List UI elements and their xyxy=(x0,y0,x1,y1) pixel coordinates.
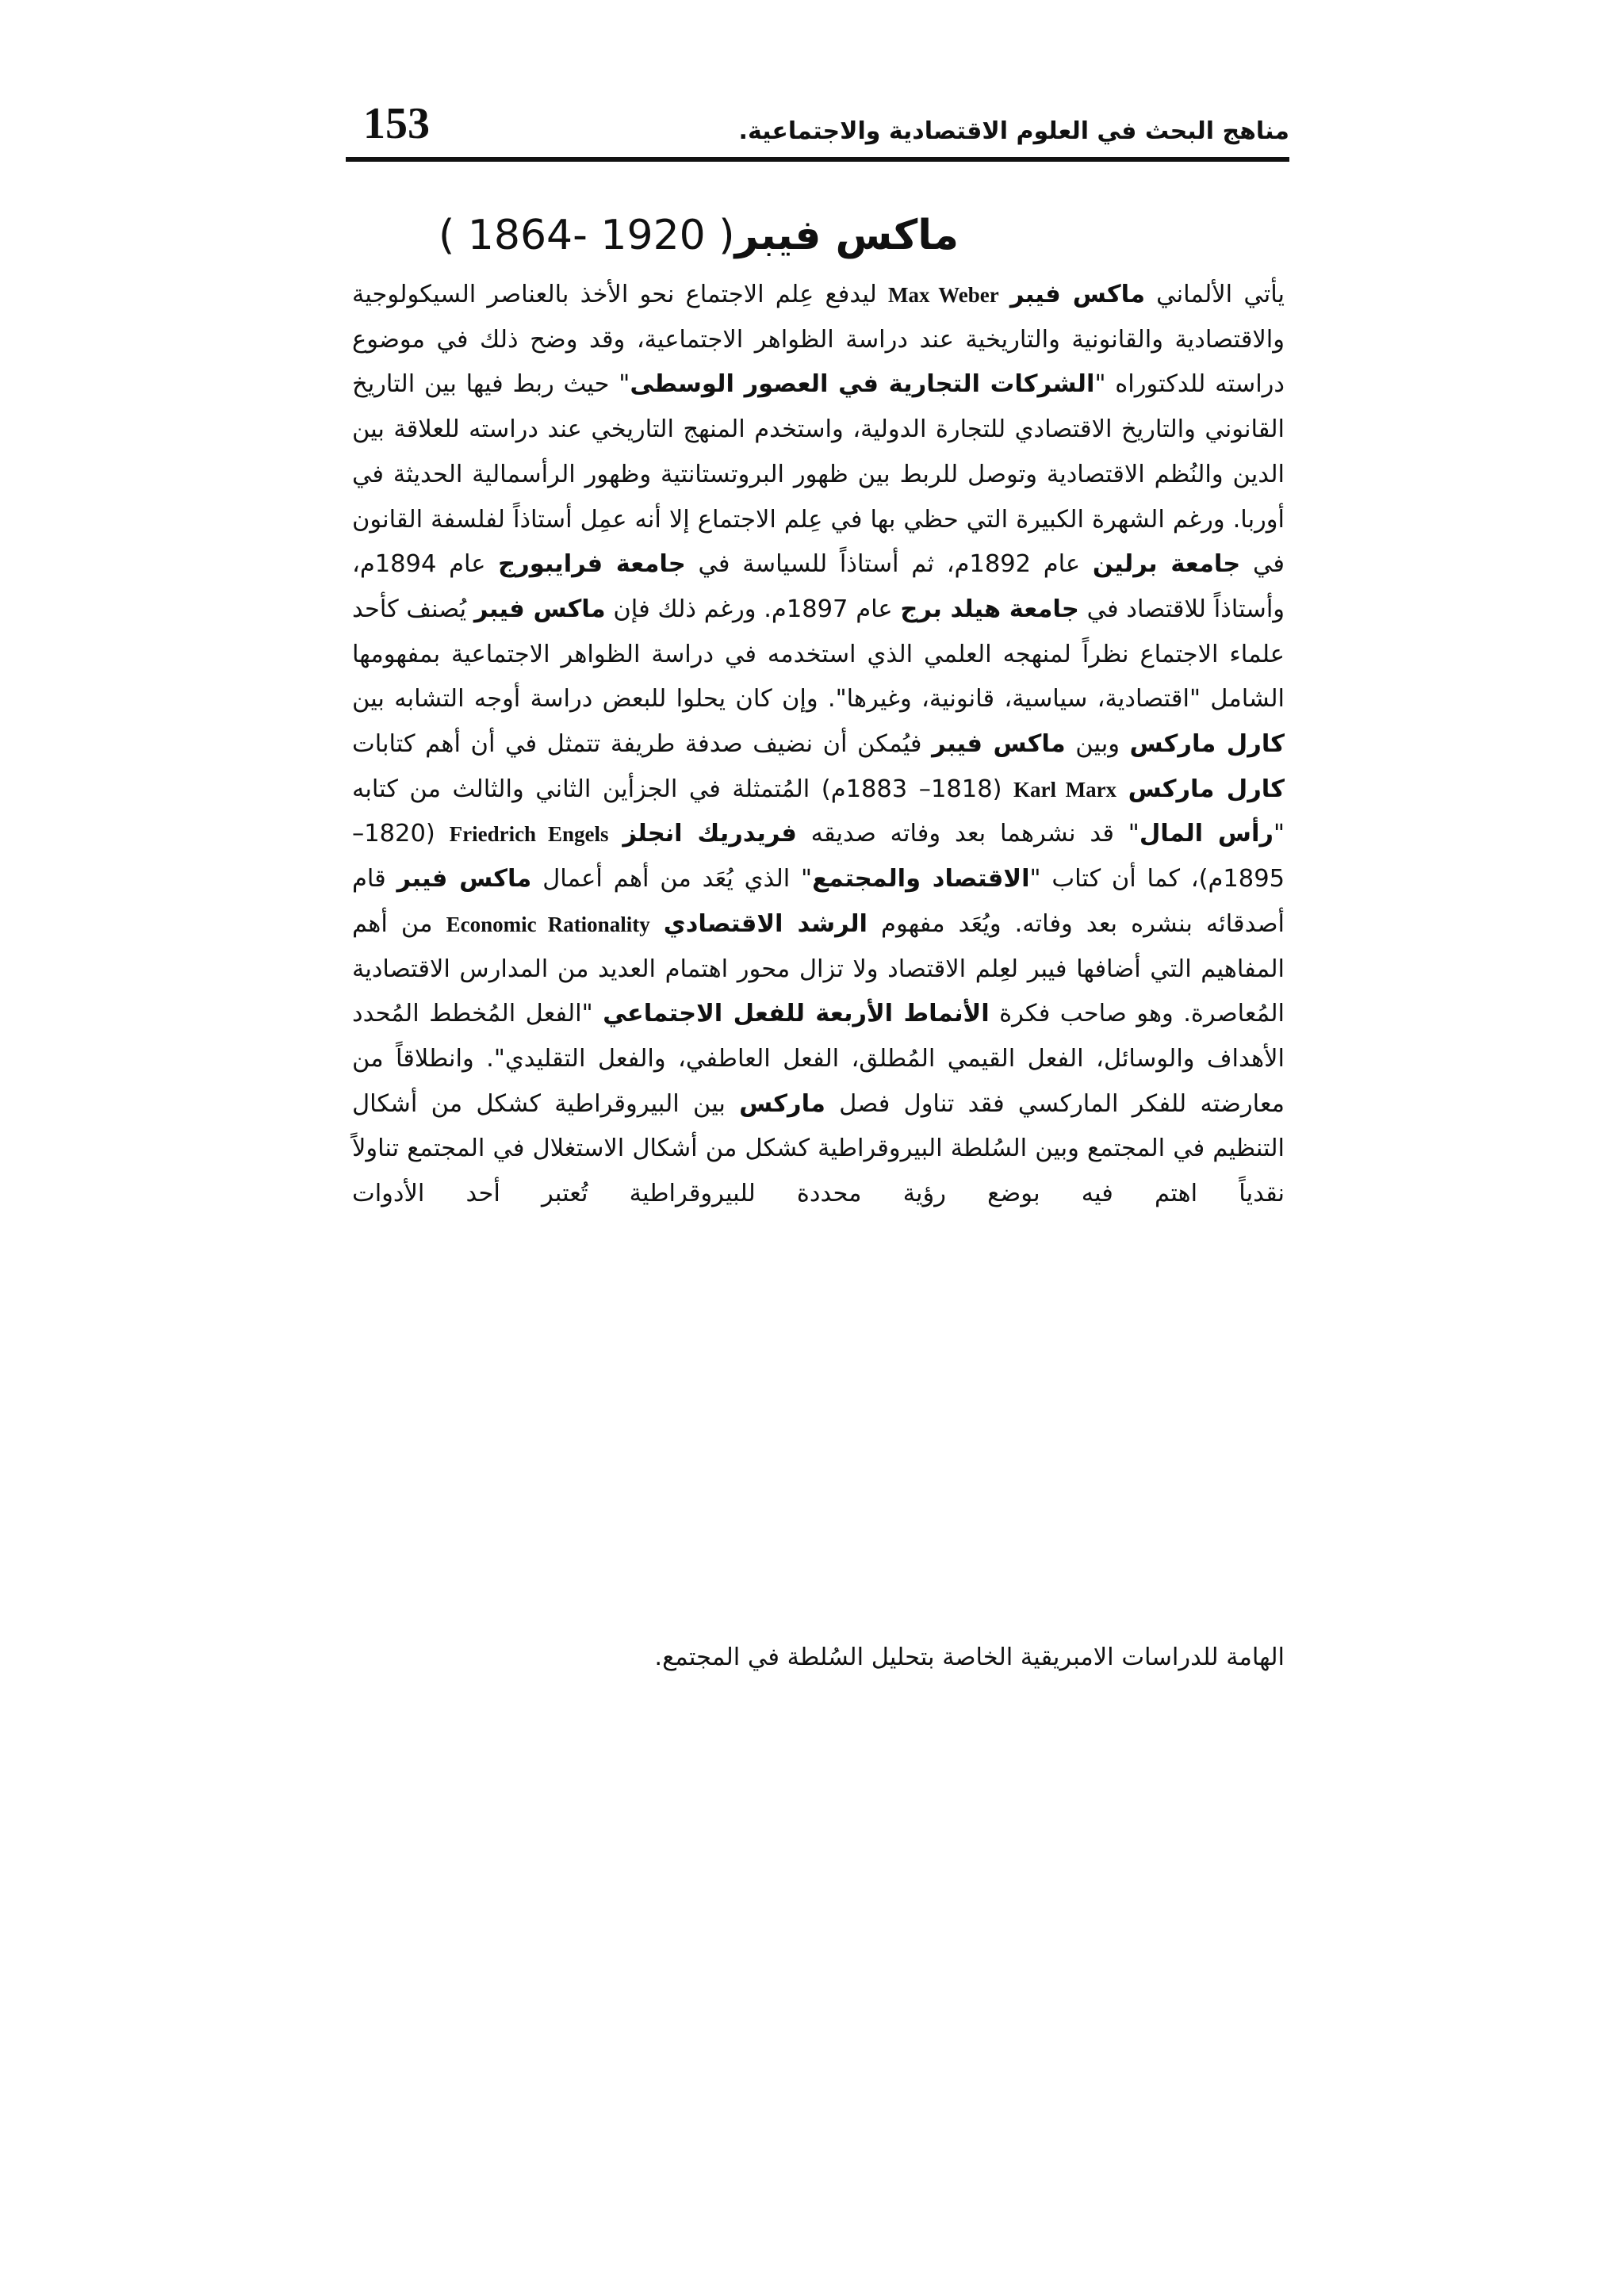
text-run: وبين xyxy=(1065,730,1130,759)
bold-term: ماكس فيبر xyxy=(473,595,606,623)
latin-term: Karl Marx xyxy=(1013,777,1117,802)
bold-term: رأس المال xyxy=(1139,820,1274,848)
bold-term: جامعة فرايبورج xyxy=(498,550,686,579)
text-run: (1818– 1883م) المُتمثلة في الجزأين الثاني والثالث من كتابه " xyxy=(352,775,1285,848)
paragraph-last-line: الهامة للدراسات الامبريقية الخاصة بتحليل السُلطة في المجتمع. xyxy=(654,1644,1285,1671)
bold-term: الاقتصاد والمجتمع xyxy=(812,865,1030,894)
section-title-years: ( 1864- 1920 ) xyxy=(438,212,735,259)
bold-term: الشركات التجارية في العصور الوسطى xyxy=(630,370,1095,399)
text-run: يأتي الألماني xyxy=(1145,281,1285,308)
text-run: (1820– 1895م)، كما أن كتاب " xyxy=(352,820,1285,894)
text-run: يُصنف كأحد علماء الاجتماع نظراً لمنهجه العلمي الذي استخدمه في دراسة الظواهر الاجتماعية بمفهومها الشامل "اقتصادية، سياسية، قانونية، وغيرها". وإن كان يحلوا للبعض دراسة أوجه التشابه بين xyxy=(352,595,1285,714)
text-run: فيُمكن أن نضيف صدفة طريفة تتمثل في أن أهم كتابات xyxy=(352,730,933,759)
page-number: 153 xyxy=(363,99,430,148)
text-run: بين البيروقراطية كشكل من أشكال التنظيم في المجتمع وبين السُلطة البيروقراطية كشكل من أشكال الاستغلال في المجتمع تناولاً نقدياً اهتم فيه بوضع رؤية محددة للبيروقراطية تُعتبر أحد الأدوات xyxy=(352,1089,1285,1208)
bold-term: كارل ماركس xyxy=(1128,775,1285,803)
bold-term: الرشد الاقتصادي xyxy=(663,909,868,938)
bold-term: ماكس فيبر xyxy=(396,865,532,894)
bold-term: الأنماط الأربعة للفعل الاجتماعي xyxy=(603,1000,990,1028)
body-paragraph xyxy=(352,273,1285,1217)
text-run: " حيث ربط فيها بين التاريخ القانوني والتاريخ الاقتصادي للتجارة الدولية، واستخدم المنهج التاريخي عند دراسته للعلاقة بين الدين والنُظم الاقتصادية وتوصل للربط بين ظهور البروتستانتية وظهور الرأسمالية الحديثة في أوربا. ورغم الشهرة الكبيرة التي حظي بها في عِلم الاجتماع إلا أنه عمِل أستاذاً لفلسفة القانون في xyxy=(352,370,1285,579)
latin-term: Max Weber xyxy=(888,283,999,307)
bold-term: ماكس فيبر xyxy=(1009,281,1145,308)
text-run: عام 1897م. ورغم ذلك فإن xyxy=(605,595,901,623)
bold-term: جامعة برلين xyxy=(1092,550,1241,579)
section-title-name: ماكس فيبر xyxy=(734,212,959,259)
bold-term: جامعة هيلد برج xyxy=(900,595,1079,623)
text-run: عام 1892م، ثم أستاذاً للسياسة في xyxy=(685,550,1093,579)
text-run: ليدفع عِلم الاجتماع نحو الأخذ بالعناصر السيكولوجية والاقتصادية والقانونية والتاريخية عند دراسة الظواهر الاجتماعية، وقد وضح ذلك في موضوع دراسته للدكتوراه " xyxy=(352,281,1285,399)
bold-term: ماركس xyxy=(739,1089,825,1118)
running-title: مناهج البحث في العلوم الاقتصادية والاجتماعية. xyxy=(738,117,1289,145)
text-run: عام 1894م، وأستاذاً للاقتصاد في xyxy=(352,550,1285,623)
text-run: من أهم المفاهيم التي أضافها فيبر لعِلم الاقتصاد ولا تزال محور اهتمام العديد من المدارس الاقتصادية المُعاصرة. وهو صاحب فكرة xyxy=(352,909,1285,1028)
section-title xyxy=(346,208,1289,263)
bold-term: ماكس فيبر xyxy=(932,730,1066,759)
page-header xyxy=(346,95,1289,162)
text-run: "الفعل المُخطط المُحدد الأهداف والوسائل، الفعل القيمي المُطلق، الفعل العاطفي، والفعل التقليدي". وانطلاقاً من معارضته للفكر الماركسي فقد تناول فصل xyxy=(352,1000,1285,1118)
bold-term: كارل ماركس xyxy=(1129,730,1285,759)
latin-term: Friedrich Engels xyxy=(449,822,609,847)
paragraph-text xyxy=(352,273,1285,1217)
text-run: قام أصدقائه بنشره بعد وفاته. ويُعَد مفهوم xyxy=(352,865,1285,938)
text-run: " الذي يُعَد من أهم أعمال xyxy=(531,865,813,894)
text-run: " قد نشرهما بعد وفاته صديقه xyxy=(796,820,1139,848)
latin-term: Economic Rationality xyxy=(446,912,650,936)
bold-term: فريدريك انجلز xyxy=(622,820,797,848)
